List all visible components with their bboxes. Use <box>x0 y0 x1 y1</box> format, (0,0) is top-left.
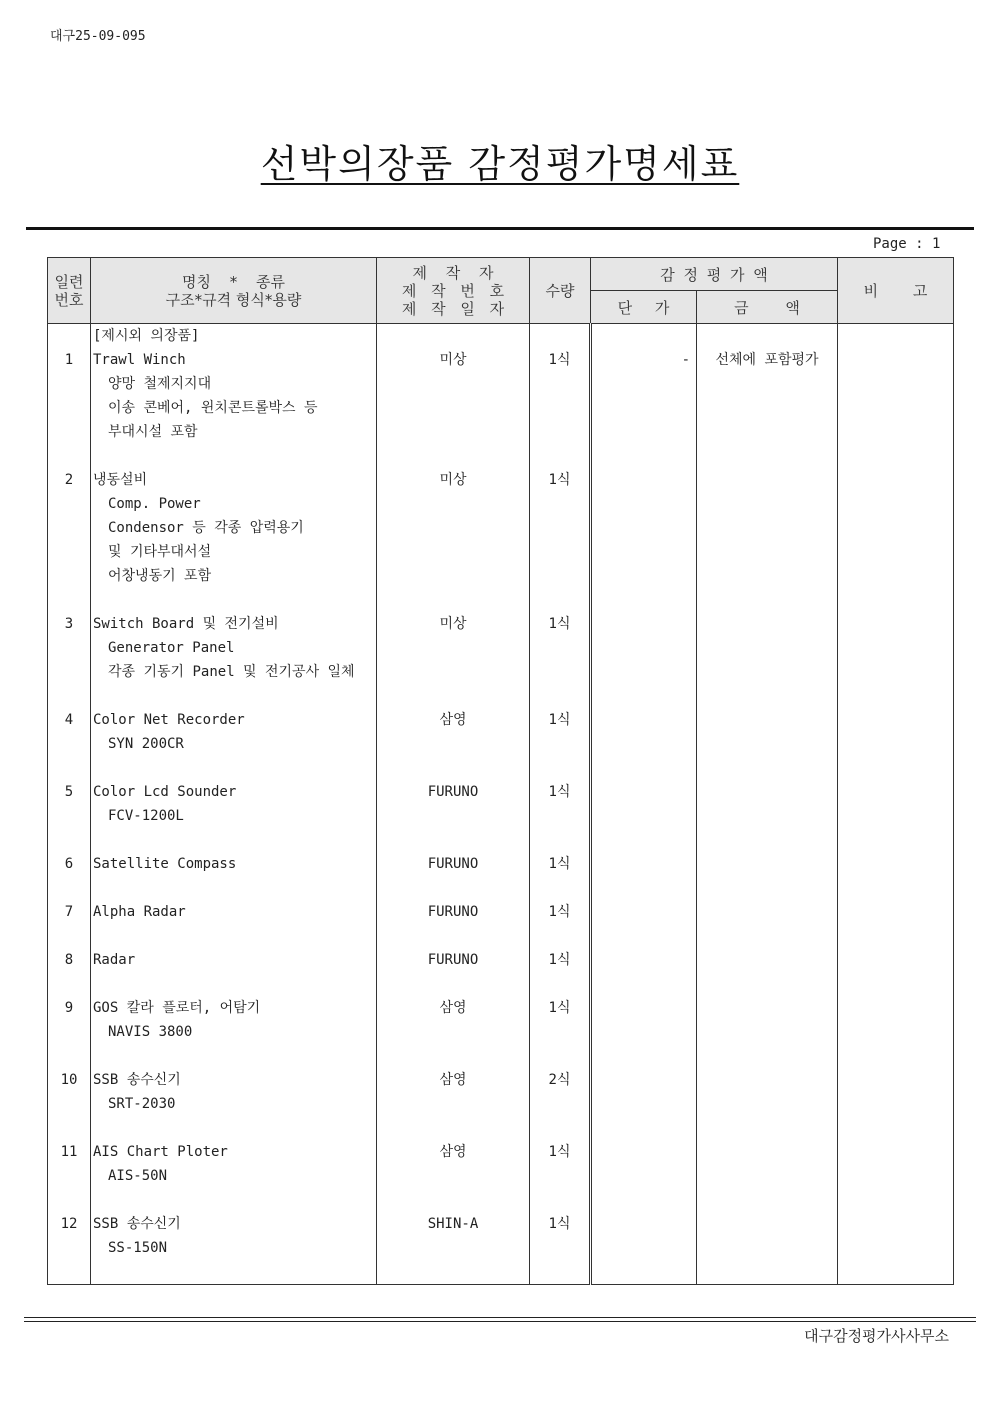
spacer <box>530 684 589 708</box>
bottom-rule-second <box>24 1321 976 1322</box>
spacer <box>377 876 529 900</box>
spacer <box>377 660 529 684</box>
top-rule <box>26 227 974 230</box>
item-number: 4 <box>64 712 74 728</box>
header-quantity: 수량 <box>530 258 591 324</box>
item-number: 11 <box>60 1144 78 1160</box>
spacer <box>530 396 589 420</box>
spacer <box>592 924 696 948</box>
item-quantity: 1식 <box>548 712 571 728</box>
spacer <box>377 972 529 996</box>
item-detail: FCV-1200L <box>108 808 184 824</box>
spacer <box>530 756 589 780</box>
spacer <box>592 1236 696 1260</box>
item-amount <box>697 1068 837 1092</box>
item-number: 9 <box>64 1000 74 1016</box>
serial-no-column <box>48 324 91 1285</box>
item-maker: 미상 <box>439 616 467 632</box>
spacer <box>697 1116 837 1140</box>
item-unit-price <box>592 708 696 732</box>
spacer <box>530 732 589 756</box>
spacer <box>48 588 90 612</box>
spacer <box>697 876 837 900</box>
spacer <box>530 372 589 396</box>
item-quantity: 1식 <box>548 784 571 800</box>
spacer <box>91 1188 376 1212</box>
spacer <box>48 1236 90 1260</box>
item-unit-price <box>592 900 696 924</box>
header-maker-line2: 제 작 번 호 <box>401 281 505 300</box>
spacer <box>697 1164 837 1188</box>
spacer <box>377 324 529 348</box>
item-amount <box>697 612 837 636</box>
item-detail: SYN 200CR <box>108 736 184 752</box>
unit-price-column <box>591 324 697 1285</box>
spacer <box>48 876 90 900</box>
spacer <box>592 660 696 684</box>
spacer <box>377 420 529 444</box>
spacer <box>697 828 837 852</box>
spacer <box>530 1092 589 1116</box>
footer-office-name: 대구감정평가사사무소 <box>804 1327 949 1345</box>
spacer <box>592 372 696 396</box>
spacer <box>377 588 529 612</box>
spacer <box>697 972 837 996</box>
spacer <box>91 972 376 996</box>
spacer <box>592 444 696 468</box>
item-name: AIS Chart Ploter <box>93 1144 228 1160</box>
spacer <box>592 540 696 564</box>
spacer <box>530 924 589 948</box>
spacer <box>48 324 90 348</box>
item-amount <box>697 948 837 972</box>
item-quantity: 1식 <box>548 904 571 920</box>
spacer <box>592 492 696 516</box>
spacer <box>530 1188 589 1212</box>
spacer <box>48 636 90 660</box>
item-amount <box>697 900 837 924</box>
spacer <box>592 684 696 708</box>
spacer <box>530 516 589 540</box>
item-detail: 각종 기동기 Panel 및 전기공사 일체 <box>108 664 355 680</box>
header-remarks <box>838 258 954 324</box>
spacer <box>592 828 696 852</box>
spacer <box>48 444 90 468</box>
item-detail: 양망 철제지지대 <box>108 376 212 392</box>
item-quantity: 1식 <box>548 1000 571 1016</box>
item-unit-price: - <box>681 352 690 368</box>
header-appraisal-value <box>591 258 838 291</box>
spacer <box>530 972 589 996</box>
item-name: Alpha Radar <box>93 904 186 920</box>
spacer <box>48 1188 90 1212</box>
spacer <box>377 1092 529 1116</box>
name-column <box>91 324 377 1285</box>
spacer <box>48 828 90 852</box>
header-remarks-text: 비 고 <box>863 282 928 300</box>
item-maker: FURUNO <box>427 952 479 968</box>
header-amount <box>697 291 838 324</box>
spacer <box>91 756 376 780</box>
item-name: SSB 송수신기 <box>93 1216 181 1232</box>
spacer <box>91 588 376 612</box>
spacer <box>91 684 376 708</box>
spacer <box>697 804 837 828</box>
spacer <box>91 924 376 948</box>
spacer <box>377 636 529 660</box>
spacer <box>592 1188 696 1212</box>
item-maker: 미상 <box>439 352 467 368</box>
spacer <box>48 372 90 396</box>
item-number: 3 <box>64 616 74 632</box>
spacer <box>377 684 529 708</box>
item-unit-price <box>592 1068 696 1092</box>
spacer <box>697 1260 837 1284</box>
spacer <box>377 1236 529 1260</box>
item-maker: 미상 <box>439 472 467 488</box>
spacer <box>592 804 696 828</box>
item-detail: SRT-2030 <box>108 1096 176 1112</box>
spacer <box>592 636 696 660</box>
spacer <box>377 1164 529 1188</box>
appraisal-table <box>47 257 954 1285</box>
item-quantity: 1식 <box>548 1216 571 1232</box>
item-name: Satellite Compass <box>93 856 237 872</box>
page-title <box>0 133 1000 188</box>
spacer <box>48 1092 90 1116</box>
remarks-column <box>838 324 954 1285</box>
section-label: [제시외 의장품] <box>93 328 200 344</box>
spacer <box>48 756 90 780</box>
spacer <box>592 732 696 756</box>
item-amount <box>697 780 837 804</box>
item-maker: FURUNO <box>427 856 479 872</box>
spacer <box>592 1116 696 1140</box>
header-unit-price <box>591 291 697 324</box>
header-serial-no-line1: 일련 <box>54 272 84 291</box>
item-maker: 삼영 <box>439 712 467 728</box>
spacer <box>530 876 589 900</box>
spacer <box>530 588 589 612</box>
spacer <box>697 396 837 420</box>
item-quantity: 1식 <box>548 352 571 368</box>
item-amount <box>697 852 837 876</box>
item-detail: AIS-50N <box>108 1168 168 1184</box>
item-name: Switch Board 및 전기설비 <box>93 616 279 632</box>
spacer <box>530 1020 589 1044</box>
item-detail: 부대시설 포함 <box>108 424 198 440</box>
spacer <box>377 444 529 468</box>
item-detail: SS-150N <box>108 1240 168 1256</box>
spacer <box>530 660 589 684</box>
document-id: 대구25-09-095 <box>50 29 146 44</box>
spacer <box>48 1260 90 1284</box>
page-number: Page : 1 <box>873 236 941 252</box>
amount-column <box>697 324 838 1285</box>
spacer <box>530 636 589 660</box>
item-name: Trawl Winch <box>93 352 186 368</box>
spacer <box>530 828 589 852</box>
spacer <box>91 1260 376 1284</box>
spacer <box>377 828 529 852</box>
spacer <box>592 756 696 780</box>
header-unit-price-text: 단 가 <box>617 298 670 317</box>
spacer <box>48 564 90 588</box>
item-maker: SHIN-A <box>427 1216 479 1232</box>
spacer <box>592 564 696 588</box>
spacer <box>697 1236 837 1260</box>
maker-column <box>377 324 530 1285</box>
item-number: 6 <box>64 856 74 872</box>
item-detail: Condensor 등 각종 압력용기 <box>108 520 304 536</box>
spacer <box>377 1116 529 1140</box>
item-number: 7 <box>64 904 74 920</box>
header-maker-line1: 제 작 자 <box>412 263 494 282</box>
spacer <box>697 1020 837 1044</box>
item-quantity: 1식 <box>548 472 571 488</box>
spacer <box>697 684 837 708</box>
item-unit-price <box>592 1212 696 1236</box>
item-quantity: 1식 <box>548 616 571 632</box>
spacer <box>697 420 837 444</box>
spacer <box>697 564 837 588</box>
item-detail: 어창냉동기 포함 <box>108 568 212 584</box>
spacer <box>377 396 529 420</box>
item-unit-price <box>592 612 696 636</box>
spacer <box>48 1164 90 1188</box>
spacer <box>530 420 589 444</box>
item-unit-price <box>592 996 696 1020</box>
spacer <box>592 516 696 540</box>
spacer <box>592 1092 696 1116</box>
quantity-column <box>530 324 591 1285</box>
spacer <box>530 324 589 348</box>
item-number: 8 <box>64 952 74 968</box>
spacer <box>377 516 529 540</box>
spacer <box>530 1236 589 1260</box>
spacer <box>377 732 529 756</box>
item-name: GOS 칼라 플로터, 어탐기 <box>93 1000 261 1016</box>
spacer <box>377 756 529 780</box>
spacer <box>91 444 376 468</box>
spacer <box>697 756 837 780</box>
spacer <box>530 540 589 564</box>
bottom-rule <box>24 1317 976 1318</box>
spacer <box>48 540 90 564</box>
spacer <box>377 564 529 588</box>
item-unit-price <box>592 1140 696 1164</box>
spacer <box>48 660 90 684</box>
item-amount <box>697 996 837 1020</box>
item-detail: 및 기타부대서설 <box>108 544 212 560</box>
spacer <box>697 924 837 948</box>
spacer <box>48 1044 90 1068</box>
item-number: 5 <box>64 784 74 800</box>
spacer <box>592 1020 696 1044</box>
spacer <box>377 804 529 828</box>
spacer <box>530 492 589 516</box>
spacer <box>697 516 837 540</box>
spacer <box>697 636 837 660</box>
spacer <box>592 588 696 612</box>
item-number: 2 <box>64 472 74 488</box>
header-name-line2: 구조*규격 형식*용량 <box>165 290 302 309</box>
spacer <box>697 540 837 564</box>
header-maker <box>377 258 530 324</box>
spacer <box>48 420 90 444</box>
spacer <box>530 1116 589 1140</box>
item-unit-price <box>592 468 696 492</box>
header-name-line1: 명칭 * 종류 <box>182 272 285 291</box>
spacer <box>697 732 837 756</box>
spacer <box>48 732 90 756</box>
header-maker-line3: 제 작 일 자 <box>401 299 505 318</box>
item-maker: FURUNO <box>427 784 479 800</box>
item-detail: 이송 콘베어, 윈치콘트롤박스 등 <box>108 400 318 416</box>
spacer <box>48 516 90 540</box>
item-detail: Comp. Power <box>108 496 201 512</box>
item-name: 냉동설비 <box>93 472 148 488</box>
spacer <box>530 564 589 588</box>
spacer <box>697 1188 837 1212</box>
item-quantity: 1식 <box>548 952 571 968</box>
spacer <box>91 828 376 852</box>
header-name <box>91 258 377 324</box>
item-detail: NAVIS 3800 <box>108 1024 193 1040</box>
spacer <box>91 1116 376 1140</box>
item-quantity: 1식 <box>548 856 571 872</box>
spacer <box>697 660 837 684</box>
item-quantity: 1식 <box>548 1144 571 1160</box>
spacer <box>48 684 90 708</box>
item-amount <box>697 1212 837 1236</box>
spacer <box>592 396 696 420</box>
item-quantity: 2식 <box>548 1072 571 1088</box>
item-unit-price <box>592 948 696 972</box>
spacer <box>697 1044 837 1068</box>
header-serial-no <box>48 258 91 324</box>
item-maker: 삼영 <box>439 1072 467 1088</box>
item-amount: 선체에 포함평가 <box>715 352 819 368</box>
spacer <box>377 1020 529 1044</box>
item-maker: 삼영 <box>439 1000 467 1016</box>
item-number: 12 <box>60 1216 78 1232</box>
spacer <box>592 1164 696 1188</box>
item-amount <box>697 1140 837 1164</box>
spacer <box>592 1044 696 1068</box>
spacer <box>377 372 529 396</box>
spacer <box>91 876 376 900</box>
spacer <box>530 444 589 468</box>
item-amount <box>697 708 837 732</box>
spacer <box>48 972 90 996</box>
item-name: Radar <box>93 952 136 968</box>
spacer <box>48 1020 90 1044</box>
header-appraisal-text: 감 정 평 가 액 <box>660 265 768 284</box>
spacer <box>592 876 696 900</box>
spacer <box>530 1260 589 1284</box>
item-detail: Generator Panel <box>108 640 235 656</box>
item-name: Color Net Recorder <box>93 712 245 728</box>
spacer <box>697 588 837 612</box>
spacer <box>592 972 696 996</box>
spacer <box>377 924 529 948</box>
spacer <box>377 1260 529 1284</box>
spacer <box>48 1116 90 1140</box>
page-title-text: 선박의장품 감정평가명세표 <box>260 142 740 186</box>
spacer <box>48 924 90 948</box>
spacer <box>697 492 837 516</box>
spacer <box>530 1164 589 1188</box>
item-name: Color Lcd Sounder <box>93 784 237 800</box>
item-name: SSB 송수신기 <box>93 1072 181 1088</box>
spacer <box>377 1044 529 1068</box>
spacer <box>530 804 589 828</box>
header-serial-no-line2: 번호 <box>54 290 84 309</box>
item-unit-price <box>592 852 696 876</box>
spacer <box>697 1092 837 1116</box>
spacer <box>697 444 837 468</box>
spacer <box>48 804 90 828</box>
spacer <box>592 420 696 444</box>
spacer <box>697 372 837 396</box>
item-unit-price <box>592 780 696 804</box>
spacer <box>48 396 90 420</box>
header-amount-text: 금 액 <box>734 298 800 317</box>
spacer <box>377 492 529 516</box>
spacer <box>48 492 90 516</box>
spacer <box>91 1044 376 1068</box>
item-amount <box>697 468 837 492</box>
spacer <box>377 1188 529 1212</box>
item-number: 1 <box>64 352 74 368</box>
spacer <box>592 324 696 348</box>
spacer <box>377 540 529 564</box>
spacer <box>697 324 837 348</box>
item-maker: 삼영 <box>439 1144 467 1160</box>
spacer <box>530 1044 589 1068</box>
item-maker: FURUNO <box>427 904 479 920</box>
spacer <box>592 1260 696 1284</box>
item-number: 10 <box>60 1072 78 1088</box>
